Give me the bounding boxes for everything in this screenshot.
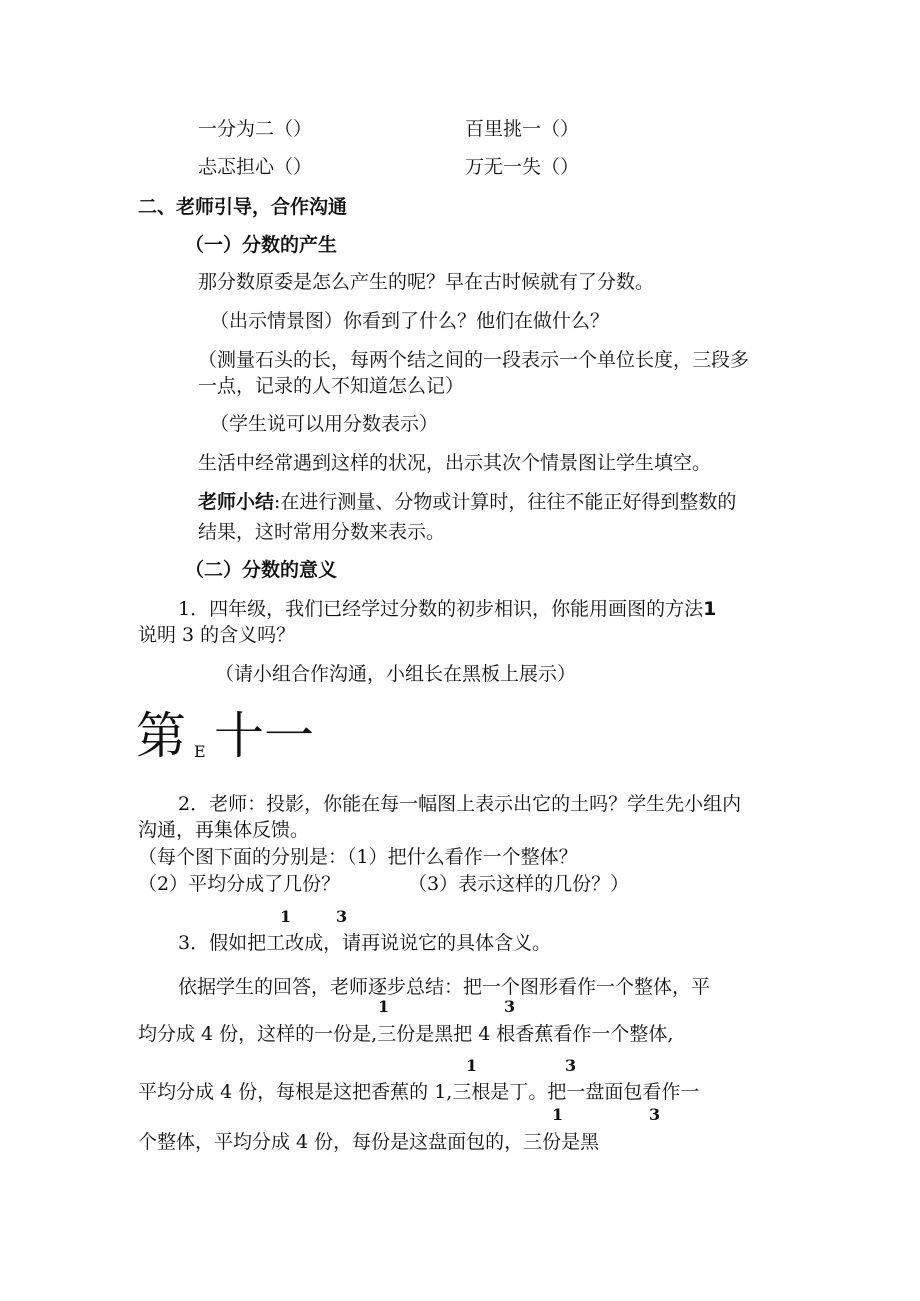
question-1-text: 1．四年级，我们已经学过分数的初步相识，你能用画图的方法	[178, 598, 704, 620]
summary-text: :在进行测量、分物或计算时，往往不能正好得到整数的	[274, 491, 737, 513]
summary-label: 老师小结	[198, 491, 275, 513]
conclusion-sup-1a: 1	[378, 997, 390, 1016]
question-1-line-3: （请小组合作沟通，小组长在黑板上展示）	[215, 663, 577, 685]
question-2-line-2: 沟通，再集体反馈。	[138, 819, 310, 841]
question-2-line-3: （每个图下面的分别是：（1）把什么看作一个整体？	[138, 846, 578, 868]
conclusion-sup-2b: 3	[565, 1056, 577, 1075]
fraction-num-1: 1	[280, 907, 292, 926]
subheading-origin: （一）分数的产生	[185, 234, 338, 256]
summary-line-2: 结果，这时常用分数来表示。	[198, 521, 446, 543]
idiom-1: 一分为二（）	[198, 118, 313, 140]
big-char-left: 第	[136, 707, 186, 765]
paragraph-student: （学生说可以用分数表示）	[210, 413, 439, 435]
conclusion-sup-3a: 1	[552, 1105, 564, 1124]
subheading-meaning: （二）分数的意义	[185, 559, 338, 581]
question-1-line-2: 说明 3 的含义吗？	[138, 624, 296, 646]
idiom-4: 万无一失（）	[465, 156, 580, 178]
big-char-small: E	[194, 742, 206, 761]
question-1-line-1	[178, 597, 716, 621]
conclusion-line-3: 平均分成 4 份，每根是这把香蕉的 1,三根是丁。把一盘面包看作一	[138, 1081, 700, 1103]
question-2-line-4-left: （2）平均分成了几份？	[138, 873, 341, 895]
idiom-3: 忐忑担心（）	[198, 156, 313, 178]
conclusion-sup-2a: 1	[466, 1056, 478, 1075]
question-2-line-1: 2．老师：投影，你能在每一幅图上表示出它的土吗？学生先小组内	[178, 793, 742, 815]
fraction-num-3: 3	[336, 907, 348, 926]
paragraph-measure-1: （测量石头的长，每两个结之间的一段表示一个单位长度，三段多	[198, 349, 750, 371]
conclusion-line-1: 依据学生的回答，老师逐步总结：把一个图形看作一个整体，平	[178, 976, 711, 998]
question-1-num: 1	[703, 598, 717, 620]
paragraph-life: 生活中经常遇到这样的状况，出示其次个情景图让学生填空。	[198, 452, 712, 474]
conclusion-line-2: 均分成 4 份，这样的一份是,三份是黑把 4 根香蕉看作一个整体,	[138, 1023, 674, 1045]
paragraph-origin: 那分数原委是怎么产生的呢？早在古时候就有了分数。	[198, 271, 655, 293]
conclusion-line-4: 个整体，平均分成 4 份，每份是这盘面包的，三份是黑	[138, 1131, 600, 1153]
conclusion-sup-1b: 3	[504, 997, 516, 1016]
idiom-2: 百里挑一（）	[465, 118, 580, 140]
big-char-right: 十一	[214, 707, 314, 765]
question-3: 3．假如把工改成，请再说说它的具体含义。	[178, 932, 552, 954]
conclusion-sup-3b: 3	[649, 1105, 661, 1124]
paragraph-measure-2: 一点，记录的人不知道怎么记）	[198, 375, 465, 397]
section-heading: 二、老师引导，合作沟通	[138, 196, 348, 218]
summary-line-1	[198, 490, 736, 514]
paragraph-scene: （出示情景图）你看到了什么？他们在做什么？	[210, 310, 610, 332]
question-2-line-4-right: （3）表示这样的几份？）	[408, 873, 630, 895]
